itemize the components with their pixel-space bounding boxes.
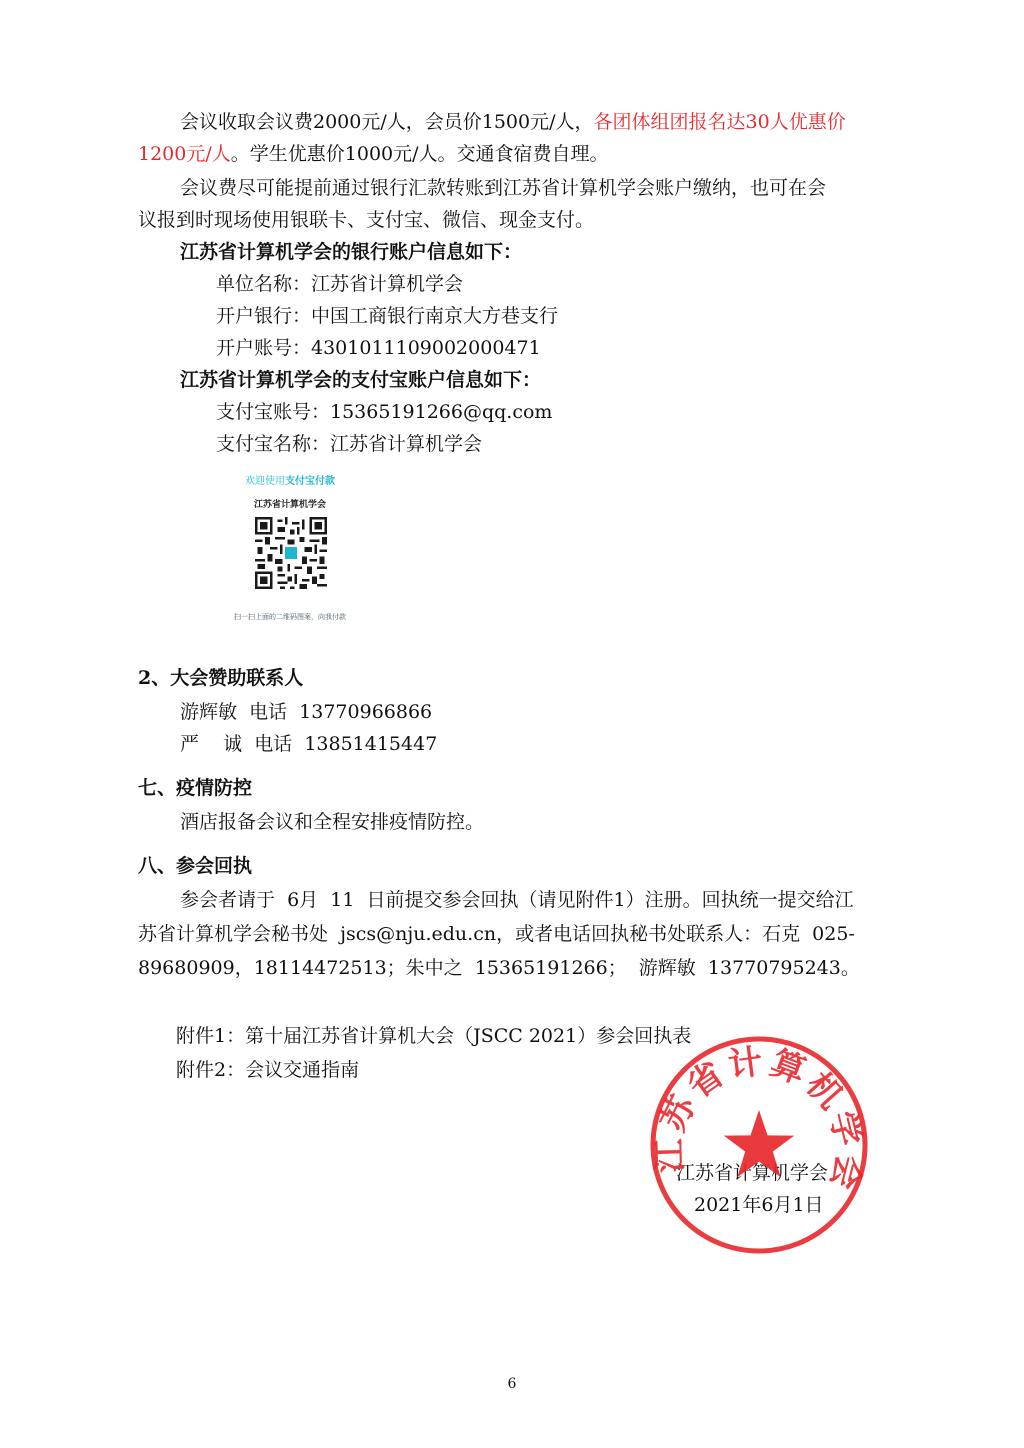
receipt-line-3: 89680909，18114472513；朱中之 15365191266； 游辉敏 13770795243。 bbox=[138, 957, 860, 979]
sponsor-heading: 2、大会赞助联系人 bbox=[138, 667, 304, 689]
qr-welcome bbox=[222, 472, 358, 487]
official-seal-icon bbox=[648, 1034, 870, 1256]
alipay-name: 支付宝名称：江苏省计算机学会 bbox=[216, 433, 483, 455]
bank-unit: 单位名称：江苏省计算机学会 bbox=[216, 273, 464, 295]
bank-heading: 江苏省计算机学会的银行账户信息如下： bbox=[180, 241, 523, 263]
qr-code-icon[interactable] bbox=[255, 517, 327, 589]
payment-line-2: 议报到时现场使用银联卡、支付宝、微信、现金支付。 bbox=[138, 209, 595, 231]
receipt-heading: 八、参会回执 bbox=[138, 855, 253, 877]
signature-org: 江苏省计算机学会 bbox=[676, 1162, 829, 1184]
epidemic-text: 酒店报备会议和全程安排疫情防控。 bbox=[180, 811, 485, 833]
attachment-2: 附件2：会议交通指南 bbox=[176, 1059, 360, 1081]
alipay-heading: 江苏省计算机学会的支付宝账户信息如下： bbox=[180, 369, 542, 391]
qr-welcome-text: 欢迎使用 bbox=[245, 476, 285, 487]
bank-name: 开户银行：中国工商银行南京大方巷支行 bbox=[216, 305, 559, 327]
qr-org-name: 江苏省计算机学会 bbox=[253, 500, 326, 510]
fee-text: 会议收取会议费2000元/人，会员价1500元/人， bbox=[180, 111, 594, 133]
receipt-line-2: 苏省计算机学会秘书处 jscs@nju.edu.cn，或者电话回执秘书处联系人：石克 025- bbox=[138, 923, 855, 945]
student-fee-text: 。学生优惠价1000元/人。交通食宿费自理。 bbox=[230, 143, 609, 165]
qr-hint: 扫一扫上面的二维码图案，向我付款 bbox=[234, 613, 346, 621]
fee-line-1 bbox=[180, 106, 846, 138]
sponsor-contact-1: 游辉敏 电话 13770966866 bbox=[180, 701, 433, 723]
epidemic-heading: 七、疫情防控 bbox=[138, 777, 253, 799]
alipay-account: 支付宝账号：15365191266@qq.com bbox=[216, 401, 553, 423]
payment-line-1: 会议费尽可能提前通过银行汇款转账到江苏省计算机学会账户缴纳，也可在会 bbox=[180, 177, 827, 199]
page-number: 6 bbox=[507, 1376, 517, 1392]
group-price-text: 1200元/人 bbox=[138, 143, 231, 165]
bank-account: 开户账号：4301011109002000471 bbox=[216, 337, 541, 359]
group-discount-text: 各团体组团报名达30人优惠价 bbox=[593, 111, 846, 133]
sponsor-contact-2: 严 诚 电话 13851415447 bbox=[180, 733, 438, 755]
receipt-line-1: 参会者请于 6月 11 日前提交参会回执（请见附件1）注册。回执统一提交给江 bbox=[180, 889, 854, 911]
fee-line-2 bbox=[138, 138, 609, 170]
svg-text:江苏省计算机学会: 江苏省计算机学会 bbox=[649, 1041, 870, 1198]
attachment-1: 附件1：第十届江苏省计算机大会（JSCC 2021）参会回执表 bbox=[176, 1025, 692, 1047]
alipay-qr-card bbox=[222, 462, 358, 634]
qr-brand-text: 支付宝付款 bbox=[285, 476, 335, 487]
signature-date: 2021年6月1日 bbox=[694, 1194, 824, 1216]
